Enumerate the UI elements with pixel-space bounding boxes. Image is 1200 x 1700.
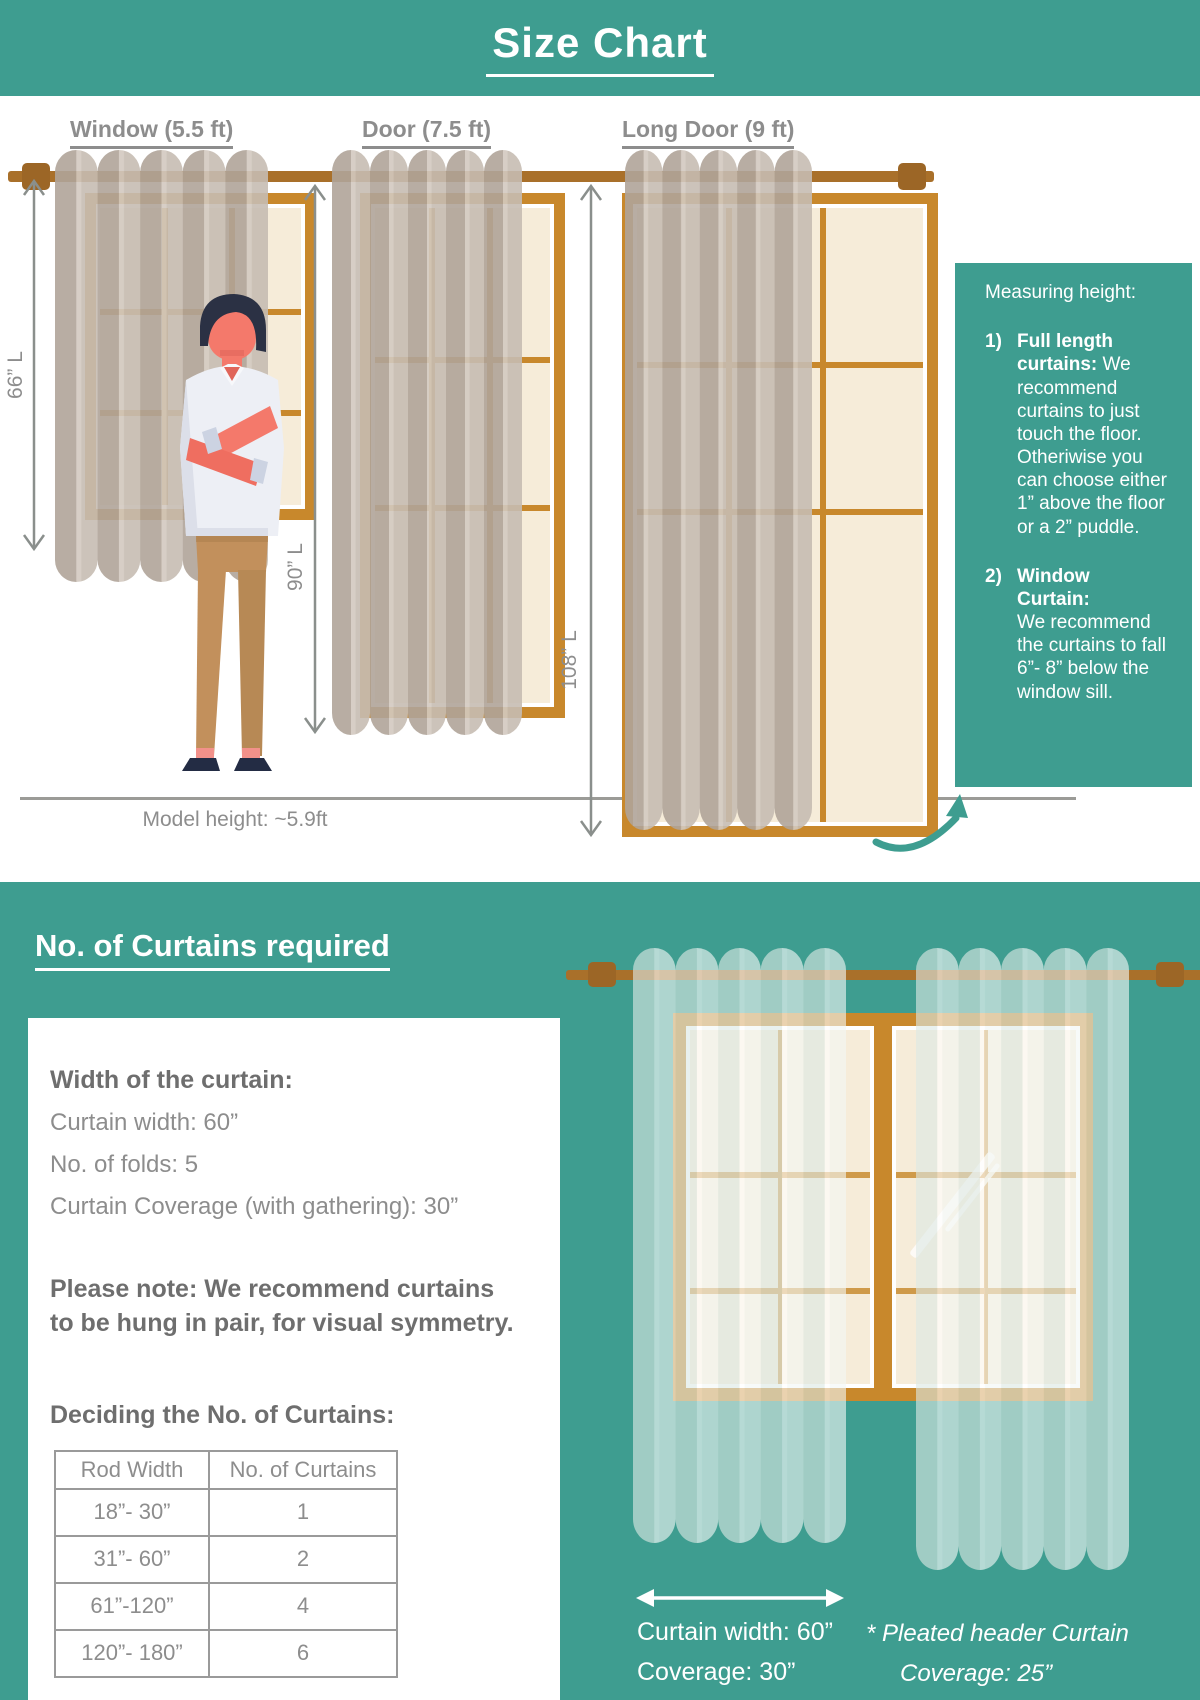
info-card [28, 1018, 560, 1700]
label-window: Window (5.5 ft) [70, 116, 233, 149]
footnote-line-1: * Pleated header Curtain [866, 1620, 1129, 1647]
width-arrow-icon [636, 1586, 844, 1610]
card-line-coverage: Curtain Coverage (with gathering): 30” [50, 1193, 459, 1220]
label-long-door: Long Door (9 ft) [622, 116, 794, 149]
measure-arrow-108-icon [578, 183, 604, 843]
table-row [55, 1536, 397, 1583]
info-item-2-number: 2) [985, 565, 1002, 587]
section-heading: No. of Curtains required [35, 928, 390, 971]
info-item-2-body: We recommend the curtains to fall 6”- 8” below the window sill. [1017, 612, 1166, 703]
info-item-1-bold: Full length curtains: [1017, 331, 1114, 376]
model-illustration [150, 288, 310, 798]
info-item-1-text [1017, 330, 1174, 539]
person-icon [150, 288, 310, 798]
page-title: Size Chart [486, 19, 713, 77]
table-cell: 61”-120” [55, 1583, 209, 1630]
table-cell: 31”- 60” [55, 1536, 209, 1583]
model-height-caption: Model height: ~5.9ft [142, 808, 328, 831]
table-cell: 2 [209, 1536, 397, 1583]
diagram-width-label: Curtain width: 60” [637, 1618, 833, 1646]
header-band [0, 0, 1200, 96]
table-cell: 120”- 180” [55, 1630, 209, 1677]
label-door: Door (7.5 ft) [362, 116, 491, 149]
curved-arrow-icon [868, 790, 988, 860]
info-box-title: Measuring height: [985, 282, 1137, 303]
table-row [55, 1583, 397, 1630]
footnote-line-2: Coverage: 25” [900, 1660, 1053, 1687]
info-item-1-number: 1) [985, 331, 1002, 353]
table-title: Deciding the No. of Curtains: [50, 1400, 395, 1429]
diagram-coverage-label: Coverage: 30” [637, 1658, 796, 1686]
sheer-curtain-right [916, 948, 1129, 1575]
card-line-folds: No. of folds: 5 [50, 1151, 199, 1178]
info-item-1 [985, 330, 1174, 539]
rod-finial-left-icon [588, 962, 616, 987]
table-row [55, 1489, 397, 1536]
rod-finial-right-icon [898, 163, 926, 190]
table-row [55, 1630, 397, 1677]
table-cell: 18”- 30” [55, 1489, 209, 1536]
card-width-title: Width of the curtain: [50, 1066, 293, 1094]
info-item-2-text [1017, 565, 1174, 704]
curtain-door [332, 150, 522, 740]
table-header-row [55, 1451, 397, 1489]
card-note: Please note: We recommend curtains to be hung in pair, for visual symmetry. [50, 1275, 514, 1337]
info-item-2-bold-1: Window [1017, 565, 1090, 587]
info-item-2-bold-2: Curtain: [1017, 588, 1090, 610]
curtain-long-door [625, 150, 812, 835]
window-center-post [874, 1026, 892, 1388]
table-header-no-curtains: No. of Curtains [209, 1451, 397, 1489]
sheer-curtain-left [633, 948, 846, 1548]
card-line-width: Curtain width: 60” [50, 1109, 239, 1136]
table-cell: 6 [209, 1630, 397, 1677]
measuring-info-box [955, 263, 1192, 787]
table-header-rod-width: Rod Width [55, 1451, 209, 1489]
measure-label-66: 66” L [4, 351, 27, 399]
measure-label-108: 108” L [558, 630, 581, 690]
info-item-2 [985, 565, 1174, 704]
table-cell: 1 [209, 1489, 397, 1536]
table-cell: 4 [209, 1583, 397, 1630]
rod-finial-right-icon [1156, 962, 1184, 987]
rod-width-table [54, 1450, 398, 1678]
measure-label-90: 90” L [284, 543, 307, 591]
info-item-1-body: We recommend curtains to just touch the floor. Otheriwise you can choose either 1” above the floor or a 2” puddle. [1017, 354, 1167, 538]
